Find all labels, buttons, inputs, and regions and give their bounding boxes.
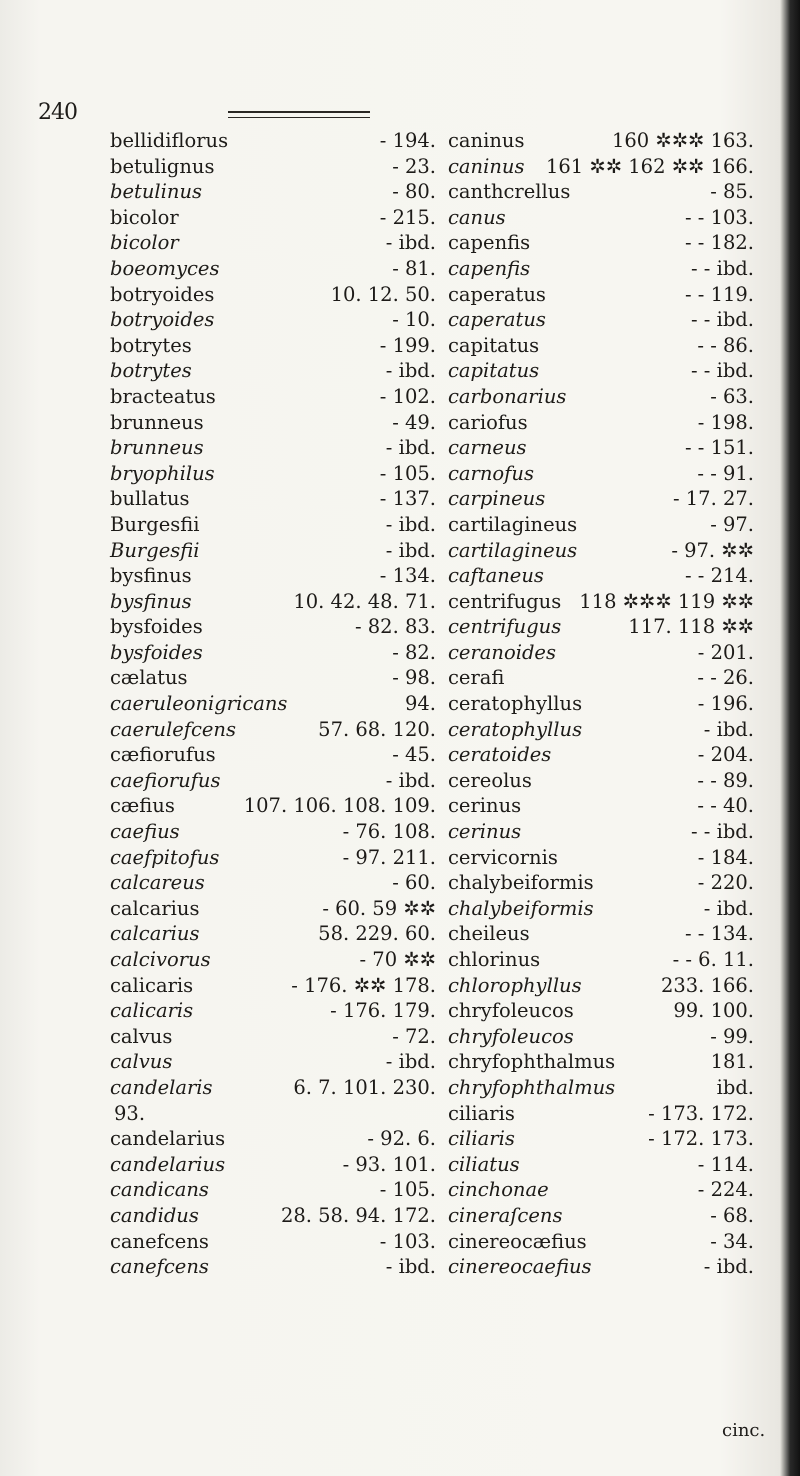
entry-term: calcarius <box>110 896 200 920</box>
entry-term: cerafi <box>448 666 505 690</box>
index-entry <box>448 333 754 359</box>
entry-term: cerinus <box>448 820 522 844</box>
entry-page-refs: ibd. <box>716 1075 754 1099</box>
index-entry <box>448 230 754 256</box>
entry-term: carpineus <box>448 487 546 511</box>
entry-page-refs: - - 103. <box>685 205 754 229</box>
entry-page-refs: - 34. <box>710 1229 754 1253</box>
index-entry <box>110 307 436 333</box>
index-entry <box>448 742 754 768</box>
entry-term: bicolor <box>110 205 179 229</box>
entry-page-refs: 28. 58. 94. 172. <box>280 1203 436 1227</box>
index-entry <box>110 819 436 845</box>
entry-term: ceranoides <box>448 640 556 664</box>
entry-page-refs: 10. 42. 48. 71. <box>293 589 436 613</box>
entry-page-refs: - 85. <box>710 180 754 204</box>
entry-term: bullatus <box>110 487 190 511</box>
entry-term: ciliaris <box>448 1127 515 1151</box>
entry-term: cheileus <box>448 922 530 946</box>
index-entry <box>110 563 436 589</box>
entry-page-refs: - - ibd. <box>691 359 754 383</box>
entry-page-refs: - - 86. <box>697 333 754 357</box>
index-entry <box>110 1101 436 1127</box>
entry-page-refs: - 63. <box>710 384 754 408</box>
entry-page-refs: - 60. 59 ✲✲ <box>322 896 436 920</box>
entry-page-refs: - 97. 211. <box>342 845 436 869</box>
entry-term: capenfis <box>448 256 531 280</box>
entry-page-refs: - - 6. 11. <box>672 948 754 971</box>
entry-term: candelaris <box>110 1075 213 1099</box>
entry-term: chalybeiformis <box>448 871 594 895</box>
index-entry <box>448 307 754 333</box>
entry-term: betulignus <box>110 154 215 178</box>
entry-page-refs: - 173. 172. <box>648 1101 754 1125</box>
entry-term: botryoides <box>110 282 215 306</box>
entry-page-refs: - 76. 108. <box>342 820 436 844</box>
index-entry <box>448 768 754 794</box>
entry-term: bellidiflorus <box>110 129 229 152</box>
entry-page-refs: 6. 7. 101. 230. <box>293 1075 436 1099</box>
entry-page-refs: - 80. <box>392 180 436 204</box>
index-entry <box>110 1203 436 1229</box>
index-entry <box>448 358 754 384</box>
index-entry <box>448 1229 754 1255</box>
index-entry <box>110 486 436 512</box>
entry-term: carnofus <box>448 461 534 485</box>
index-entry <box>448 282 754 308</box>
index-entry <box>448 665 754 691</box>
index-entry <box>110 998 436 1024</box>
entry-term: ceratophyllus <box>448 717 583 741</box>
entry-page-refs: 181. <box>710 1050 754 1074</box>
index-entry <box>448 384 754 410</box>
index-entry <box>448 1075 754 1101</box>
index-entry <box>110 1229 436 1255</box>
entry-term: bracteatus <box>110 384 216 408</box>
index-column-left <box>110 128 436 1280</box>
index-entry <box>448 947 754 973</box>
entry-page-refs: - 60. <box>392 871 436 895</box>
entry-page-refs: 107. 106. 108. 109. <box>243 794 436 818</box>
entry-page-refs: - 23. <box>392 154 436 178</box>
index-entry <box>110 410 436 436</box>
index-entry <box>110 640 436 666</box>
entry-term: carneus <box>448 436 527 460</box>
index-entry <box>448 819 754 845</box>
entry-term: Burgesfii <box>110 512 200 536</box>
entry-term: cerinus <box>448 794 522 818</box>
entry-term: bysfinus <box>110 564 192 588</box>
header-rule <box>228 111 370 113</box>
entry-page-refs: - - 182. <box>685 231 754 255</box>
entry-term: candelarius <box>110 1127 226 1151</box>
entry-page-refs: - 176. 179. <box>330 999 436 1023</box>
entry-term: cælatus <box>110 666 188 690</box>
entry-term: ceratophyllus <box>448 692 583 716</box>
index-entry <box>448 410 754 436</box>
entry-term: brunneus <box>110 410 204 434</box>
entry-term: cervicornis <box>448 845 558 869</box>
entry-term: capitatus <box>448 333 540 357</box>
entry-page-refs: 94. <box>404 692 436 716</box>
entry-term: bryophilus <box>110 461 215 485</box>
entry-term: canus <box>448 205 506 229</box>
index-entry <box>448 1203 754 1229</box>
entry-page-refs: - 72. <box>392 1024 436 1048</box>
entry-page-refs: - 92. 6. <box>367 1127 436 1151</box>
entry-term: botrytes <box>110 333 192 357</box>
index-entry <box>110 1075 436 1101</box>
index-entry <box>448 256 754 282</box>
entry-page-refs: - - ibd. <box>691 256 754 280</box>
entry-term: cinchonae <box>448 1178 549 1202</box>
index-entry <box>110 333 436 359</box>
entry-term: calcarius <box>110 922 200 946</box>
entry-page-refs: - 204. <box>697 743 754 767</box>
index-entry <box>110 870 436 896</box>
entry-page-refs: - 184. <box>697 845 754 869</box>
index-entry <box>110 973 436 999</box>
index-entry <box>110 538 436 564</box>
entry-term: cæfiorufus <box>110 743 216 767</box>
entry-page-refs <box>430 1101 436 1127</box>
entry-page-refs: - 114. <box>697 1152 754 1176</box>
index-entry <box>110 768 436 794</box>
entry-page-refs: - - 40. <box>697 794 754 818</box>
entry-page-refs: - ibd. <box>385 1050 436 1074</box>
index-entry <box>448 563 754 589</box>
entry-term: cinereocaefius <box>448 1255 592 1279</box>
index-entry <box>448 128 754 154</box>
entry-term: calvus <box>110 1050 173 1074</box>
entry-page-refs: - - 26. <box>697 666 754 690</box>
entry-term: calcareus <box>110 871 205 895</box>
index-entry <box>110 742 436 768</box>
index-entry <box>448 870 754 896</box>
entry-page-refs: - 215. <box>379 205 436 229</box>
index-entry <box>448 614 754 640</box>
page-number: 240 <box>38 100 77 125</box>
entry-page-refs: - - ibd. <box>691 308 754 332</box>
entry-page-refs: - ibd. <box>385 538 436 562</box>
index-entry <box>110 691 436 717</box>
entry-term: betulinus <box>110 180 203 204</box>
entry-page-refs: - 172. 173. <box>648 1127 754 1151</box>
index-entry <box>448 998 754 1024</box>
entry-term: chlorophyllus <box>448 973 582 997</box>
entry-page-refs: - 82. 83. <box>354 615 436 639</box>
entry-page-refs: - ibd. <box>385 436 436 460</box>
entry-page-refs: - - 151. <box>685 436 754 460</box>
index-entry <box>448 1126 754 1152</box>
entry-term: chlorinus <box>448 948 541 971</box>
entry-term: chryfophthalmus <box>448 1075 616 1099</box>
index-entry <box>110 896 436 922</box>
index-entry <box>110 589 436 615</box>
entry-page-refs: - 198. <box>697 410 754 434</box>
index-entry <box>448 179 754 205</box>
entry-page-refs: - ibd. <box>703 717 754 741</box>
entry-term: bicolor <box>110 231 179 255</box>
entry-page-refs: - 10. <box>392 308 436 332</box>
index-entry <box>448 921 754 947</box>
entry-term: cariofus <box>448 410 528 434</box>
entry-page-refs: 99. 100. <box>673 999 754 1023</box>
index-entry <box>110 256 436 282</box>
entry-term: caftaneus <box>448 564 544 588</box>
entry-term: caefius <box>110 820 180 844</box>
index-entry <box>110 230 436 256</box>
index-entry <box>110 1152 436 1178</box>
index-entry <box>448 538 754 564</box>
index-entry <box>448 1254 754 1280</box>
entry-term: botryoides <box>110 308 215 332</box>
index-entry <box>448 486 754 512</box>
index-entry <box>110 1177 436 1203</box>
index-entry <box>110 921 436 947</box>
entry-page-refs: 10. 12. 50. <box>330 282 436 306</box>
index-entry <box>110 1049 436 1075</box>
header-rule-thin <box>228 117 370 118</box>
entry-page-refs: - 194. <box>379 129 436 152</box>
entry-page-refs: - 97. ✲✲ <box>671 538 754 562</box>
index-entry <box>110 384 436 410</box>
entry-term: centrifugus <box>448 615 562 639</box>
index-entry <box>448 1049 754 1075</box>
entry-term: cartilagineus <box>448 538 578 562</box>
entry-page-refs: - 105. <box>379 1178 436 1202</box>
entry-page-refs: - 93. 101. <box>342 1152 436 1176</box>
entry-term: ceratoides <box>448 743 552 767</box>
index-entry <box>110 1024 436 1050</box>
entry-page-refs: 58. 229. 60. <box>318 922 436 946</box>
entry-term: carbonarius <box>448 384 567 408</box>
index-entry <box>448 1177 754 1203</box>
index-entry <box>110 1126 436 1152</box>
entry-term: caninus <box>448 154 525 178</box>
entry-term: cinereocæfius <box>448 1229 587 1253</box>
entry-page-refs: - - 91. <box>697 461 754 485</box>
entry-page-refs: - ibd. <box>703 1255 754 1279</box>
entry-page-refs: - 68. <box>710 1203 754 1227</box>
entry-page-refs: - 102. <box>379 384 436 408</box>
entry-term: ciliaris <box>448 1101 515 1125</box>
entry-page-refs: - - 134. <box>685 922 754 946</box>
entry-term: capenfis <box>448 231 531 255</box>
entry-page-refs: - 176. ✲✲ 178. <box>291 973 436 997</box>
entry-term: Burgesfii <box>110 538 200 562</box>
entry-term: bysfoides <box>110 640 203 664</box>
index-entry <box>448 154 754 180</box>
index-entry <box>110 793 436 819</box>
index-entry <box>448 1152 754 1178</box>
index-entry <box>110 845 436 871</box>
entry-page-refs: - 17. 27. <box>672 487 754 511</box>
entry-term: 93. <box>114 1101 146 1125</box>
index-entry <box>110 282 436 308</box>
entry-term: boeomyces <box>110 256 220 280</box>
entry-term: canefcens <box>110 1229 209 1253</box>
index-entry <box>448 845 754 871</box>
entry-page-refs: 57. 68. 120. <box>318 717 436 741</box>
entry-term: canefcens <box>110 1255 209 1279</box>
entry-term: calicaris <box>110 999 194 1023</box>
entry-page-refs: - - 214. <box>685 564 754 588</box>
entry-page-refs: - 220. <box>697 871 754 895</box>
index-entry <box>448 973 754 999</box>
entry-page-refs: - 105. <box>379 461 436 485</box>
entry-page-refs: 118 ✲✲✲ 119 ✲✲ <box>579 589 754 613</box>
entry-term: botrytes <box>110 359 192 383</box>
index-entry <box>448 896 754 922</box>
entry-term: calicaris <box>110 973 194 997</box>
index-entry <box>448 691 754 717</box>
entry-page-refs: - ibd. <box>385 768 436 792</box>
entry-page-refs: - ibd. <box>385 512 436 536</box>
entry-page-refs: 161 ✲✲ 162 ✲✲ 166. <box>545 154 754 178</box>
index-entry <box>110 1254 436 1280</box>
entry-page-refs: - 224. <box>697 1178 754 1202</box>
entry-term: canthcrellus <box>448 180 571 204</box>
index-entry <box>110 435 436 461</box>
index-entry <box>110 614 436 640</box>
entry-term: candelarius <box>110 1152 226 1176</box>
index-entry <box>110 154 436 180</box>
entry-page-refs: - ibd. <box>385 1255 436 1279</box>
index-entry <box>448 205 754 231</box>
entry-term: capitatus <box>448 359 540 383</box>
entry-page-refs: - 199. <box>379 333 436 357</box>
entry-page-refs: 233. 166. <box>660 973 754 997</box>
entry-term: caefpitofus <box>110 845 220 869</box>
entry-term: cineraſcens <box>448 1203 563 1227</box>
entry-term: cartilagineus <box>448 512 578 536</box>
index-entry <box>448 435 754 461</box>
index-entry <box>448 589 754 615</box>
entry-page-refs: - 49. <box>392 410 436 434</box>
entry-term: calvus <box>110 1024 173 1048</box>
index-entry <box>110 461 436 487</box>
entry-page-refs: - 103. <box>379 1229 436 1253</box>
catchword: cinc. <box>722 1420 766 1441</box>
index-entry <box>448 512 754 538</box>
entry-term: caninus <box>448 129 525 152</box>
entry-page-refs: 160 ✲✲✲ 163. <box>611 129 754 152</box>
entry-page-refs: - 201. <box>697 640 754 664</box>
entry-term: chryfophthalmus <box>448 1050 616 1074</box>
entry-term: calcivorus <box>110 948 211 971</box>
index-entry <box>448 640 754 666</box>
entry-page-refs: - - ibd. <box>691 820 754 844</box>
entry-page-refs: - 97. <box>710 512 754 536</box>
index-entry <box>110 665 436 691</box>
index-entry <box>448 1024 754 1050</box>
entry-term: chryfoleucos <box>448 1024 574 1048</box>
index-entry <box>110 205 436 231</box>
index-entry <box>110 358 436 384</box>
entry-term: brunneus <box>110 436 204 460</box>
index-entry <box>448 1101 754 1127</box>
entry-page-refs: - ibd. <box>703 896 754 920</box>
entry-term: centrifugus <box>448 589 562 613</box>
entry-page-refs: 117. 118 ✲✲ <box>628 615 754 639</box>
entry-term: candicans <box>110 1178 209 1202</box>
entry-page-refs: - - 119. <box>685 282 754 306</box>
entry-page-refs: - 81. <box>392 256 436 280</box>
entry-term: caerulefcens <box>110 717 236 741</box>
entry-page-refs: - 45. <box>392 743 436 767</box>
entry-term: ciliatus <box>448 1152 520 1176</box>
entry-page-refs: - 99. <box>710 1024 754 1048</box>
index-entry <box>110 717 436 743</box>
entry-term: chryfoleucos <box>448 999 574 1023</box>
entry-page-refs: - 134. <box>379 564 436 588</box>
index-entry <box>448 717 754 743</box>
index-entry <box>448 461 754 487</box>
entry-term: candidus <box>110 1203 199 1227</box>
entry-term: caperatus <box>448 282 546 306</box>
entry-page-refs: - 98. <box>392 666 436 690</box>
entry-term: caeruleonigricans <box>110 692 288 716</box>
entry-page-refs: - 196. <box>697 692 754 716</box>
entry-term: bysfoides <box>110 615 203 639</box>
index-column-right <box>448 128 754 1280</box>
entry-term: bysfinus <box>110 589 192 613</box>
entry-page-refs: - 137. <box>379 487 436 511</box>
entry-term: cæfius <box>110 794 175 818</box>
index-entry <box>448 793 754 819</box>
entry-page-refs: - ibd. <box>385 231 436 255</box>
entry-page-refs: - 82. <box>392 640 436 664</box>
entry-page-refs: - 70 ✲✲ <box>359 948 436 971</box>
index-entry <box>110 179 436 205</box>
entry-term: chalybeiformis <box>448 896 594 920</box>
entry-page-refs: - - 89. <box>697 768 754 792</box>
index-entry <box>110 947 436 973</box>
entry-page-refs: - ibd. <box>385 359 436 383</box>
entry-term: cereolus <box>448 768 532 792</box>
entry-term: caperatus <box>448 308 546 332</box>
entry-term: caefiorufus <box>110 768 221 792</box>
index-entry <box>110 128 436 154</box>
index-entry <box>110 512 436 538</box>
